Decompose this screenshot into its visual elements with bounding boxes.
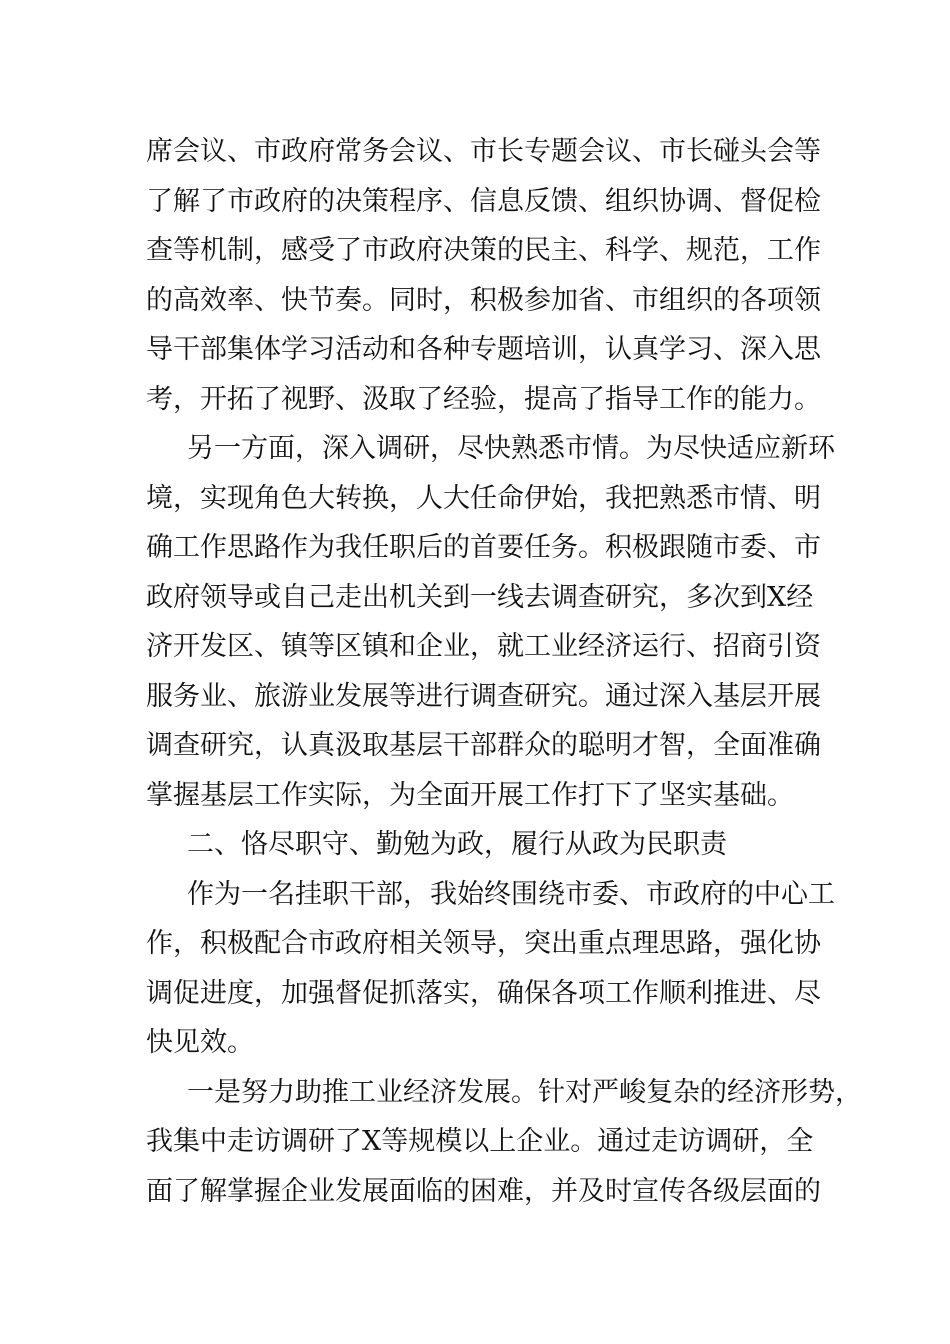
- text-line: 服务业、旅游业发展等进行调查研究。通过深入基层开展: [146, 680, 821, 712]
- text-line: 的高效率、快节奏。同时，积极参加省、市组织的各项领: [146, 284, 821, 316]
- text-line: 掌握基层工作实际，为全面开展工作打下了坚实基础。: [146, 779, 794, 811]
- text-line: 查等机制，感受了市政府决策的民主、科学、规范，工作: [146, 235, 821, 266]
- text-line: 了解了市政府的决策程序、信息反馈、组织协调、督促检: [146, 185, 821, 217]
- text-line: 调查研究，认真汲取基层干部群众的聪明才智，全面准确: [146, 730, 821, 761]
- text-line: 作，积极配合市政府相关领导，突出重点理思路，强化协: [146, 928, 821, 959]
- text-line: 政府领导或自己走出机关到一线去调查研究，多次到X经: [146, 581, 814, 613]
- body-text: [146, 127, 862, 1216]
- text-line: 我集中走访调研了X等规模以上企业。通过走访调研，全: [146, 1126, 814, 1157]
- section-heading: 二、恪尽职守、勤勉为政，履行从政为民职责: [187, 829, 727, 860]
- paragraph-first-line: 一是努力助推工业经济发展。针对严峻复杂的经济形势，: [187, 1076, 862, 1108]
- text-line: 席会议、市政府常务会议、市长专题会议、市长碰头会等: [146, 136, 821, 167]
- text-line: 导干部集体学习活动和各种专题培训，认真学习、深入思: [146, 334, 821, 365]
- paragraph-first-line: 另一方面，深入调研，尽快熟悉市情。为尽快适应新环: [187, 433, 835, 464]
- text-line: 境，实现角色大转换，人大任命伊始，我把熟悉市情、明: [146, 482, 821, 514]
- text-line: 快见效。: [146, 1027, 254, 1058]
- text-line: 调促进度，加强督促抓落实，确保各项工作顺利推进、尽: [146, 977, 821, 1009]
- text-line: 确工作思路作为我任职后的首要任务。积极跟随市委、市: [146, 532, 821, 563]
- text-line: 考，开拓了视野、汲取了经验，提高了指导工作的能力。: [146, 383, 821, 415]
- text-line: 济开发区、镇等区镇和企业，就工业经济运行、招商引资: [146, 631, 821, 662]
- text-line: 面了解掌握企业发展面临的困难，并及时宣传各级层面的: [146, 1175, 821, 1207]
- paragraph-first-line: 作为一名挂职干部，我始终围绕市委、市政府的中心工: [187, 878, 835, 910]
